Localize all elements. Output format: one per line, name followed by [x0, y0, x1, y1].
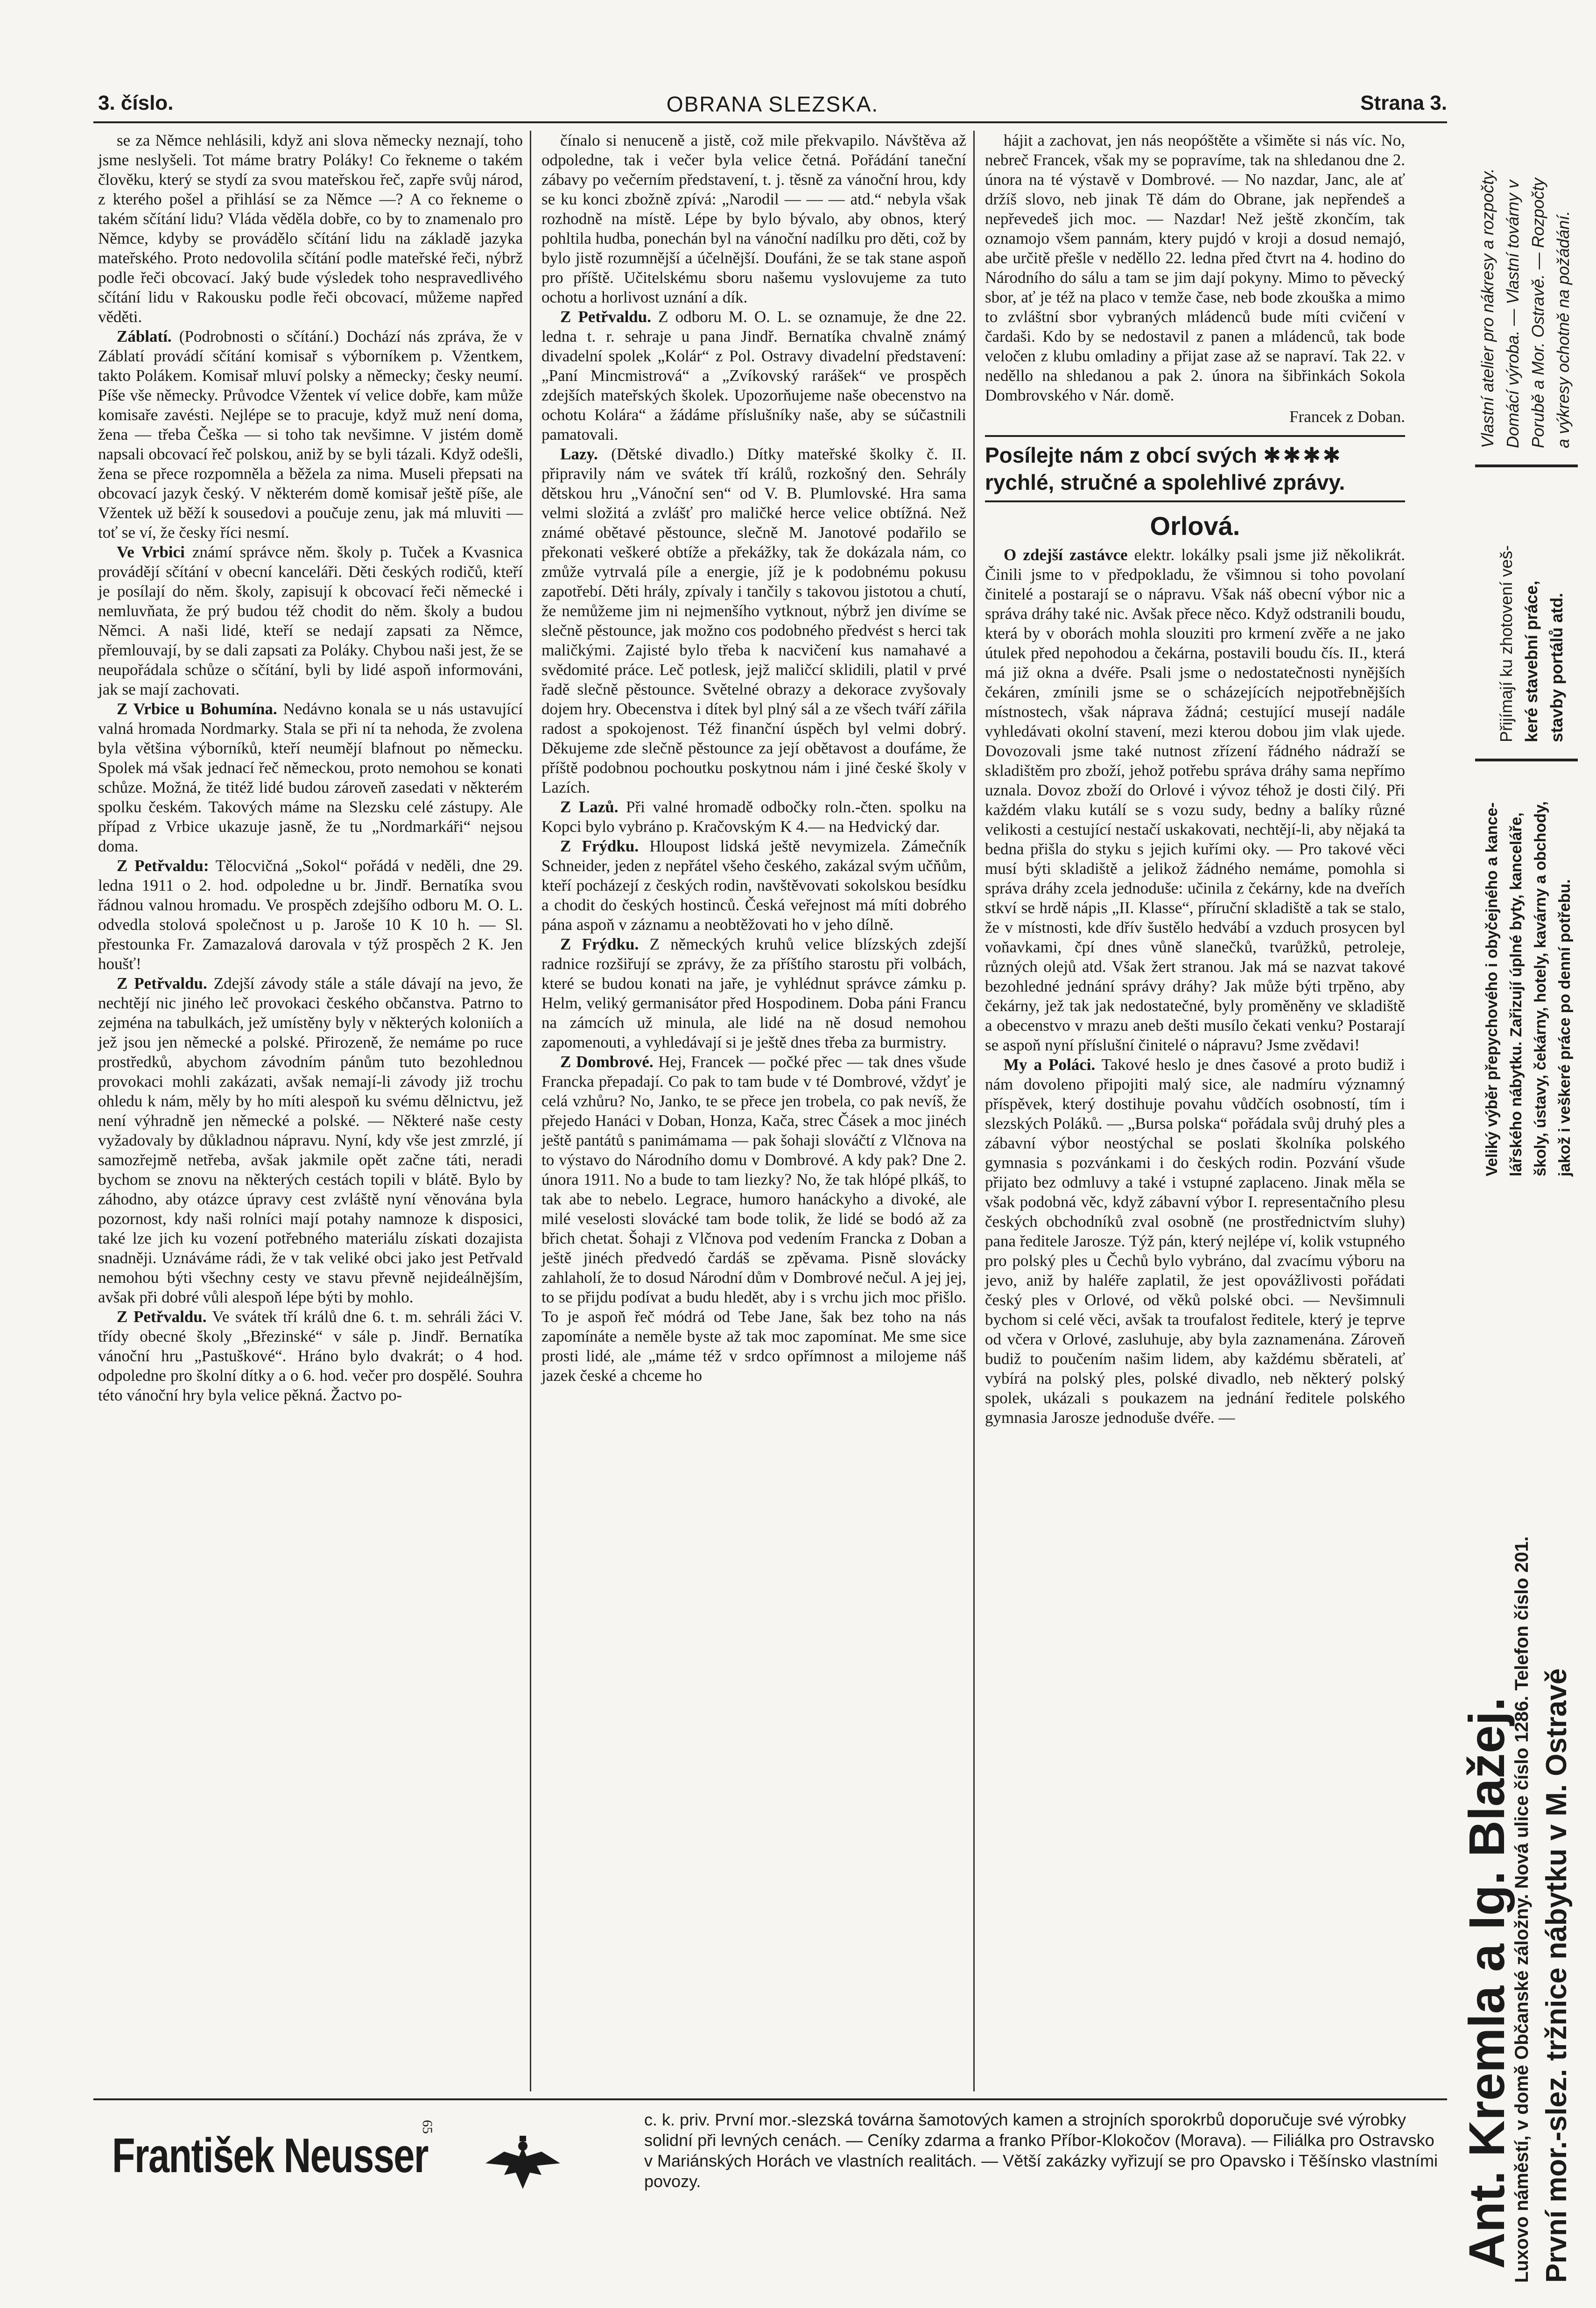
- article-paragraph: My a Poláci. Takové heslo je dnes časové a proto budiž i nám dovoleno připojiti malý sice, ale nadmíru významný příspěvek, který dostihuje povahu vůdčích osobností, tím i slezských Poláků. — „Bursa polska“ pořádala svůj druhý ples a zábavní výbor neostýchal se poslati školníka polského gymnasia s pozvánkami i do českých rodin. Pozvání všude přijato bez odmluvy a také i vstupné zaplaceno. Jinak měla se však podobná věc, když zábavní výbor I. representačního plesu českých obchodníků zval osobně (ne prostřednictvím sluhy) pana ředitele Jarosze. Týž pán, který nejlépe ví, kolik vstupného pro polský ples u Čechů bylo vybráno, dal zvacímu výboru na jevo, aniž by haléře zaplatil, že jest opovážlivosti pořádati český ples v Orlové, od věků polské obci. — Nevšimnuli bychom si celé věci, avšak ta troufalost ředitele, který je teprve od včera v Orlové, zasluhuje, aby byla zaznamenána. Zároveň budiž to poučením našim lidem, aby každému sběrateli, ať vybírá na polský ples, polské divadlo, neb některý polský spolek, ukázali s poukazem na jednání ředitele polského gymnasia Jarosze jednoduše dvéře. —: [985, 1055, 1405, 1427]
- article-paragraph: čínalo si nenuceně a jistě, což mile překvapilo. Návštěva až odpoledne, tak i večer byla velice četná. Pořádání taneční zábavy po večerním představení, t. j. těsně za vánoční hrou, kdy se ku konci zbožně zpívá: „Narodil — — — atd.“ nebyla však rozhodně na místě. Lépe by bylo bývalo, aby obnos, který pohltila hudba, ponechán byl na vánoční nadílku pro děti, což by bylo jistě rozumnější a účelnější. Doufáni, že se tak stane aspoň pro příště. Učitelskému sboru našemu vyslovujeme za tuto ochotu a horlivost uznání a dík.: [541, 131, 966, 306]
- issue-number: 3. číslo.: [98, 91, 174, 114]
- notice-stars: ✱✱✱✱: [1263, 443, 1343, 467]
- side-ad-address: Luxovo náměstí, v domě Občanské záložny. Nová ulice číslo 1286. Telefon číslo 201.: [1512, 1536, 1532, 2283]
- article-paragraph: Lazy. (Dětské divadlo.) Dítky mateřské školky č. II. připravily nám ve svátek tří králů, rozkošný den. Sehrály dětskou hru „Vánoční sen“ od V. B. Plumlovské. Hra sama velmi složitá a zvlášť pro maličké herce velice obtížná. Než známé obětavé pěstounce, slečně M. Janotové podařilo se překonati veškeré obtíže a překážky, tak že dokázala nám, co zmůže vytrvalá píle a energie, jíž je k podobnému pokusu zapotřebí. Děti hrály, zpívaly i tančily s takovou jistotou a chutí, že nemůžeme jim ni nejmenšího vytknout, nýbrž jen divíme se slečně pěstounce, jak možno cos podobného předvést s herci tak maličkými. Zajisté bylo třeba k nacvičení kus namahavé a svědomité práce. Leč potlesk, jejž maličcí sklidili, platil v prvé řadě slečně pěstounce. Světelné obrazy a dekorace zvyšovaly dojem hry. Obecenstva i dítek byl plný sál a ze všech tváří zářila radost a spokojenost. Též finanční úspěch byl velmi dobrý. Děkujeme zde slečně pěstounce za její obětavost a doufáme, že příště podobnou pochoutku poskytnou nám i jiné české školy v Lazích.: [541, 445, 967, 796]
- newspaper-page: [93, 75, 1484, 2297]
- side-ad-atelier: [1466, 75, 1587, 457]
- footer-advertisement: [93, 2098, 1447, 2240]
- article-paragraph: Záblatí. (Podrobnosti o sčítání.) Dochází nás zpráva, že v Záblatí provádí sčítání komisař s výborníkem p. Vžentkem, takto Polákem. Komisař mluví polsky a německy; česky neumí. Píše vše německy. Průvodce Vžentek ví velice dobře, kam může komisaře zavésti. Nejlépe se to pracuje, když muž není doma, žena — třeba Češka — si toho tak nevšimne. V jistém domě napsali obcovací řeč polskou, aniž by se byli tázali. Když odešli, žena se přece rozpomněla a běžela za nima. Museli přepsati na obcovací jazyk český. V některém domě komisař ještě píše, ale Vžentek už běží k sousedovi a poučuje zenu, jak má mluviti — toť se ví, že česky říci nesmí.: [98, 327, 523, 542]
- section-title-orlova: Orlová.: [1150, 511, 1240, 541]
- notice-line-2: rychlé, stručné a spolehlivé zprávy.: [985, 470, 1345, 494]
- side-ad-line: keré stavební práce,: [1522, 580, 1541, 742]
- notice-line-1: Posílejte nám z obcí svých: [985, 443, 1257, 467]
- side-ad-line: Veliký výběr přepychového i obyčejného a kance-: [1483, 802, 1501, 1176]
- article-paragraph: Z Dombrové. Hej, Francek — počké přec — tak dnes všude Francka přepadají. Co pak to tam bude v té Dombrové, vždyť je celá vzhůru? No, Janko, te se přece jen trobela, co pak nevíš, že přejedo Hanáci v Doban, Honza, Kača, strec Čásek a moc jinéch ještě pantátů s panimámama — pak šohaji slováčtí z Vlčnova na to výstavo do Národního domu v Dombrové. A kdy pak? Dne 2. února 1911. No a bude to tam liezky? No, že tak hlópé plkáš, to tak abe to nebelo. Legrace, humoro hanáckyho a divoké, ale milé veselosti slovácké tam bode tolik, že lidé se bodó až za břich chetat. Šohaji z Vlčnova pod vedením Francka z Doban a ještě jinéch předvedó čardáš se zpěvama. Pisně slovácky zahlaholí, že to dosud Národní dům v Dombrové nečul. A jej jej, to se přijdu podívat a budu hledět, aby i s vrchu jich moc přišlo. To je aspoň řeč módrá od Tebe Jane, šak bez toho na nás zapomínáte a neměle byste až tak moc zapomínat. Me sme sice prosti lidé, ale „máme též v srdco opřímnost a milojeme náš jazek české a chceme ho: [541, 1053, 967, 1385]
- reader-notice: [985, 435, 1405, 502]
- side-ad-line: školy, ústavy, čekárny, hotely, kavárny a obchody,: [1532, 801, 1549, 1176]
- ad-number: 65: [420, 2120, 435, 2134]
- side-ad-firm-name: Ant. Kremla a Ig. Blažej.: [1458, 1697, 1515, 2269]
- side-ad-line: Domácí výroba. — Vlastní továrny v: [1503, 180, 1522, 448]
- column-divider-1: [530, 131, 531, 2091]
- column-2: [541, 131, 966, 1386]
- side-ad-tagline: První mor.-slez. tržnice nábytku v M. Ostravě: [1540, 1668, 1573, 2283]
- article-paragraph: hájit a zachovat, jen nás neopóštěte a všiměte si nás víc. No, nebreč Francek, však my se popravíme, tak na shledanou dne 2. února na té výstavě v Dombrové. — No nazdar, Janc, ale ať držíš slovo, neb jinak Tě dám do Obrane, jak nepřendeš a nepřevedeš jich moc. — Nazdar! Než ještě zkončím, tak oznamojo všem pannám, ktery pujdó v kroji a dosud nemajó, abe určitě přešle v neděllo 22. ledna před čtvrt na 4. hodino do Národního do sálu a tam se jim dají pokyny. Mimo to pěvecký sbor, ať je též na placo v temže čase, neb bode zkouška a mimo to zvláštní sbor vybraných mládenců bude míti cvičení v čardaši. Kdo by se nedostavil z panen a mládenců, tak bode veločen z klubu omladiny a přijat zase až se napraví. Tak 22. v neděllo na shledanou a pak 2. února na šibřinkách Sokola Dombrovského v Nár. domě.: [985, 131, 1405, 404]
- article-paragraph: Z Lazů. Při valné hromadě odbočky roln.-čten. spolku na Kopci bylo vybráno p. Kračovským K 4.— na Hedvický dar.: [541, 798, 966, 836]
- article-paragraph: Z Frýdku. Hloupost lidská ještě nevymizela. Zámečník Schneider, jeden z nepřátel všeho českého, zakázal svým učňům, kteří pocházejí z českých rodin, navštěvovati sokolskou besídku a chodit do českých hostinců. Česká veřejnost má míti dobrého pána aspoň v záznamu a neobtěžovati ho v jeho dílně.: [541, 837, 966, 934]
- article-paragraph: O zdejší zastávce elektr. lokálky psali jsme již několikrát. Činili jsme to v předpokladu, že všimnou si toho povolaní činitelé a postarají se o nápravu. Však náš obecní výbor nic a správa dráhy také nic. Avšak přece něco. Když odstranili boudu, která by v oborách mohla slouziti pro krmení zvěře a ne jako útulek před nepohodou a čekárna, postavili boudu čís. II., která má již okna a dvéře. Psali jsme o nedostatečnosti nynějších čekáren, zmínili jsme se o scházejících nejpotřebnějších místnostech, však náprava žádná; cestující musejí nadále vyhledávati okolní stavení, mezi kterou dobou jim vlak ujede. Dovozovali jsme také nutnost zřízení řádného nádraží se skladištěm pro zboží, jehož potřebu správa dráhy sama nepřímo uznala. Dovoz zboží do Orlové i vývoz téhož je dosti čilý. Při každém vlaku kutálí se s vozu sudy, bedny a balíky různé velikosti a cestující nestačí uskakovati, nechtějí-li, aby nějaká ta bedna přišla do styku s jejich kuřími oky. — Pro takové věci musí býti skladiště a jelikož žádného nemáme, pomohla si správa dráhy zcela jednoduše: učinila z čekárny, kde na dveřích stkví se hrdě nápis „II. Klasse“, příruční skladiště a tak se stalo, že v místnosti, kde dřív šustělo hedvábí a vzduch prosycen byl voňavkami, čpí dnes vůně slanečků, tvarůžků, petroleje, různých olejů atd. Však žert stranou. Jak má se nazvat takové bezohledné jednání správy dráhy? Jak může býti trpěno, aby čekárny, jež tak jak nedostatečné, byly proměněny ve skladiště a obecenstvo v mrazu aneb dešti musílo čekati venku? Postarají se aspoň nyní příslušní činitelé o nápravu? Jsme zvědavi!: [985, 546, 1406, 1054]
- side-ad-line: stavby portálů atd.: [1547, 592, 1566, 742]
- side-ad-separator: [1475, 759, 1578, 761]
- article-paragraph: Z Petřvaldu: Tělocvičná „Sokol“ pořádá v neděli, dne 29. ledna 1911 o 2. hod. odpoledne u br. Jindř. Bernatíka svou řádnou valnou hromadu. Ve prospěch zdejšího odboru M. O. L. odvedla stolová společnost u p. Jaroše 10 K 10 h. — Sl. přestounka Fr. Zamazalová darovala v týž prospěch 2 K. Jen houšť!: [98, 857, 523, 973]
- side-ad-kremla-blazej: [1458, 1195, 1587, 2287]
- column-3: [985, 131, 1405, 1428]
- article-paragraph: Z Petřvaldu. Ve svátek tří králů dne 6. t. m. sehráli žáci V. třídy obecné školy „Březinské“ v sále p. Jindř. Bernatíka vánoční hru „Pastuškové“. Hráno bylo dvakrát; o 4 hod. odpoledne pro školní dítky a o 6. hod. večer pro dospělé. Souhra této vánoční hry byla velice pěkná. Žactvo po-: [98, 1308, 523, 1404]
- advertiser-brand: František Neusser: [112, 2129, 428, 2183]
- newspaper-title: OBRANA SLEZSKA.: [666, 92, 879, 116]
- side-ad-line: Vlastní atelier pro nákresy a rozpočty.: [1478, 168, 1497, 448]
- article-paragraph: se za Němce nehlásili, když ani slova německy neznají, toho jsme neslyšeli. Tot máme bratry Poláky! Co řekneme o takém člověku, který se stydí za svou mateřskou řeč, zapře svůj národ, z kterého pošel a přihlásí se za Němce —? A co řekneme o takém sčítání lidu? Vláda věděla dobře, co by to znamenalo pro Němce, kdyby se provádělo sčítání lidu na základě jazyka mateřského. Proto nedovolila sčítání podle mateřské řeči, nýbrž podle řeči obcovací. Jaký bude výsledek toho nespravedlivého sčítání lidu v Rakousku podle řeči obcovací, můžeme napřed věděti.: [98, 131, 523, 326]
- side-ad-line: a výkresy ochotně na požádání.: [1554, 211, 1573, 448]
- article-paragraph: Z Petřvaldu. Z odboru M. O. L. se oznamuje, že dne 22. ledna t. r. sehraje u pana Jindř. Bernatíka chvalně známý divadelní spolek „Kolár“ z Pol. Ostravy divadelní představení: „Paní Mincmistrová“ a „Zvíkovský rarášek“ ve prospěch zdejších mateřských školek. Upozorňujeme naše obecenstvo na ochotu Kolára“ a žádáme příslušníky naše, aby se súčastnili pamatovali.: [541, 308, 967, 443]
- side-ad-construction: [1466, 471, 1587, 752]
- article-paragraph: Ve Vrbici známí správce něm. školy p. Tuček a Kvasnica provádějí sčítání v obecní kanceláři. Děti českých rodičů, kteří je posílají do něm. školy, zapisují k obcovací řeči německé i nemluvňata, že prý budou též chodit do něm. školy a budou Němci. A naši lidé, kteří se nedají zapsati za Němce, přemlouvají, by se dali zapsati za Poláky. Chybou naši jest, že se neupořádala schůze o sčítání, byli by lidé aspoň informováni, jak se mají zachovati.: [98, 543, 523, 698]
- column-1: [98, 131, 523, 1405]
- eagle-emblem-icon: [476, 2119, 569, 2212]
- footer-ad-text: c. k. priv. První mor.-slezská továrna šamotových kamen a strojních sporokrbů doporučuje své výrobky solidní při levných cenách. — Ceníky zdarma a franko Příbor-Klokočov (Morava). — Filiálka pro Ostravsko v Mariánských Horách ve vlastních realitách. — Větší zakázky vyřizují se pro Opavsko i Těšínsko vlastními povozy.: [644, 2110, 1438, 2191]
- side-ad-furniture: [1466, 766, 1587, 1186]
- header-rule: [93, 121, 1447, 123]
- side-ad-line: Porubě a Mor. Ostravě. — Rozpočty: [1528, 178, 1547, 448]
- side-ad-line: lářského nábytku. Zařizují úplné byty, kanceláře,: [1507, 812, 1525, 1176]
- side-advertisements: [1458, 75, 1587, 2297]
- page-number: Strana 3.: [1360, 91, 1447, 114]
- article-signature: Francek z Doban.: [1289, 408, 1405, 426]
- side-ad-line: Přijímají ku zhotovení veš-: [1497, 545, 1516, 742]
- page-header: [98, 89, 1447, 121]
- column-divider-2: [973, 131, 975, 2091]
- article-paragraph: Z Petřvaldu. Zdejší závody stále a stále dávají na jevo, že nechtějí nic jiného leč provokaci českého občanstva. Patrno to zejména na tabulkách, jež umístěny byly v některých koloniích a jež jsou jen německé a polské. Přirozeně, že nemáme po ruce prostředků, abychom závodním pánům tuto bezohlednou provokaci mohli zakázati, avšak nemají-li závody již trochu ohledu k nám, měly by ho míti alespoň ku svému dělnictvu, jež není výhradně jen německé a polské. — Některé naše cesty vyžadovaly by důkladnou nápravu. Nyní, kdy vše jest zmrzlé, jí samozřejmě netřeba, avšak jakmile opět začne táti, neradi bychom se znovu na některých cestách topili v blátě. Bylo by záhodno, aby otázce úpravy cest zvláště nyní věnována byla pozornost, kdy naši rolníci mají potahy namnoze k disposici, také lze jich ku vození potřebného materiálu získati dozajista snadněji. Uznáváme rádi, že v tak veliké obci jako jest Petřvald nemohou býti všechny cesty ve stavu převně nejideálnějším, avšak při dobré vůli alespoň lépe býti by mohlo.: [98, 974, 523, 1306]
- side-ad-separator: [1475, 464, 1578, 467]
- side-ad-line: jakož i veškeré práce po denní potřebu.: [1556, 879, 1574, 1176]
- article-paragraph: Z Frýdku. Z německých kruhů velice blízských zdejší radnice rozšiřují se zprávy, že za příštího starostu při volbách, které se budou konati na jaře, je vyhlédnut správce zámku p. Helm, veliký germanisátor před Hospodinem. Doba páni Francu na zámcích už minula, ale lidé na ně dosud nemohou zapomenouti, a vyhledávají si je ještě dnes třeba za burmistry.: [541, 935, 967, 1051]
- article-paragraph: Z Vrbice u Bohumína. Nedávno konala se u nás ustavující valná hromada Nordmarky. Stala se při ní ta nehoda, že zvolena byla většina výborníků, kteří neumějí blafnout po německu. Spolek má však jednací řeč německou, proto nemohou se konati schůze. Možná, že titéž lidé budou zároveň zasedati v některém spolku českém. Takových máme na Slezsku celé zástupy. Ale případ z Vrbice ukazuje jasně, že tu „Nordmarkáři“ nejsou doma.: [98, 700, 523, 855]
